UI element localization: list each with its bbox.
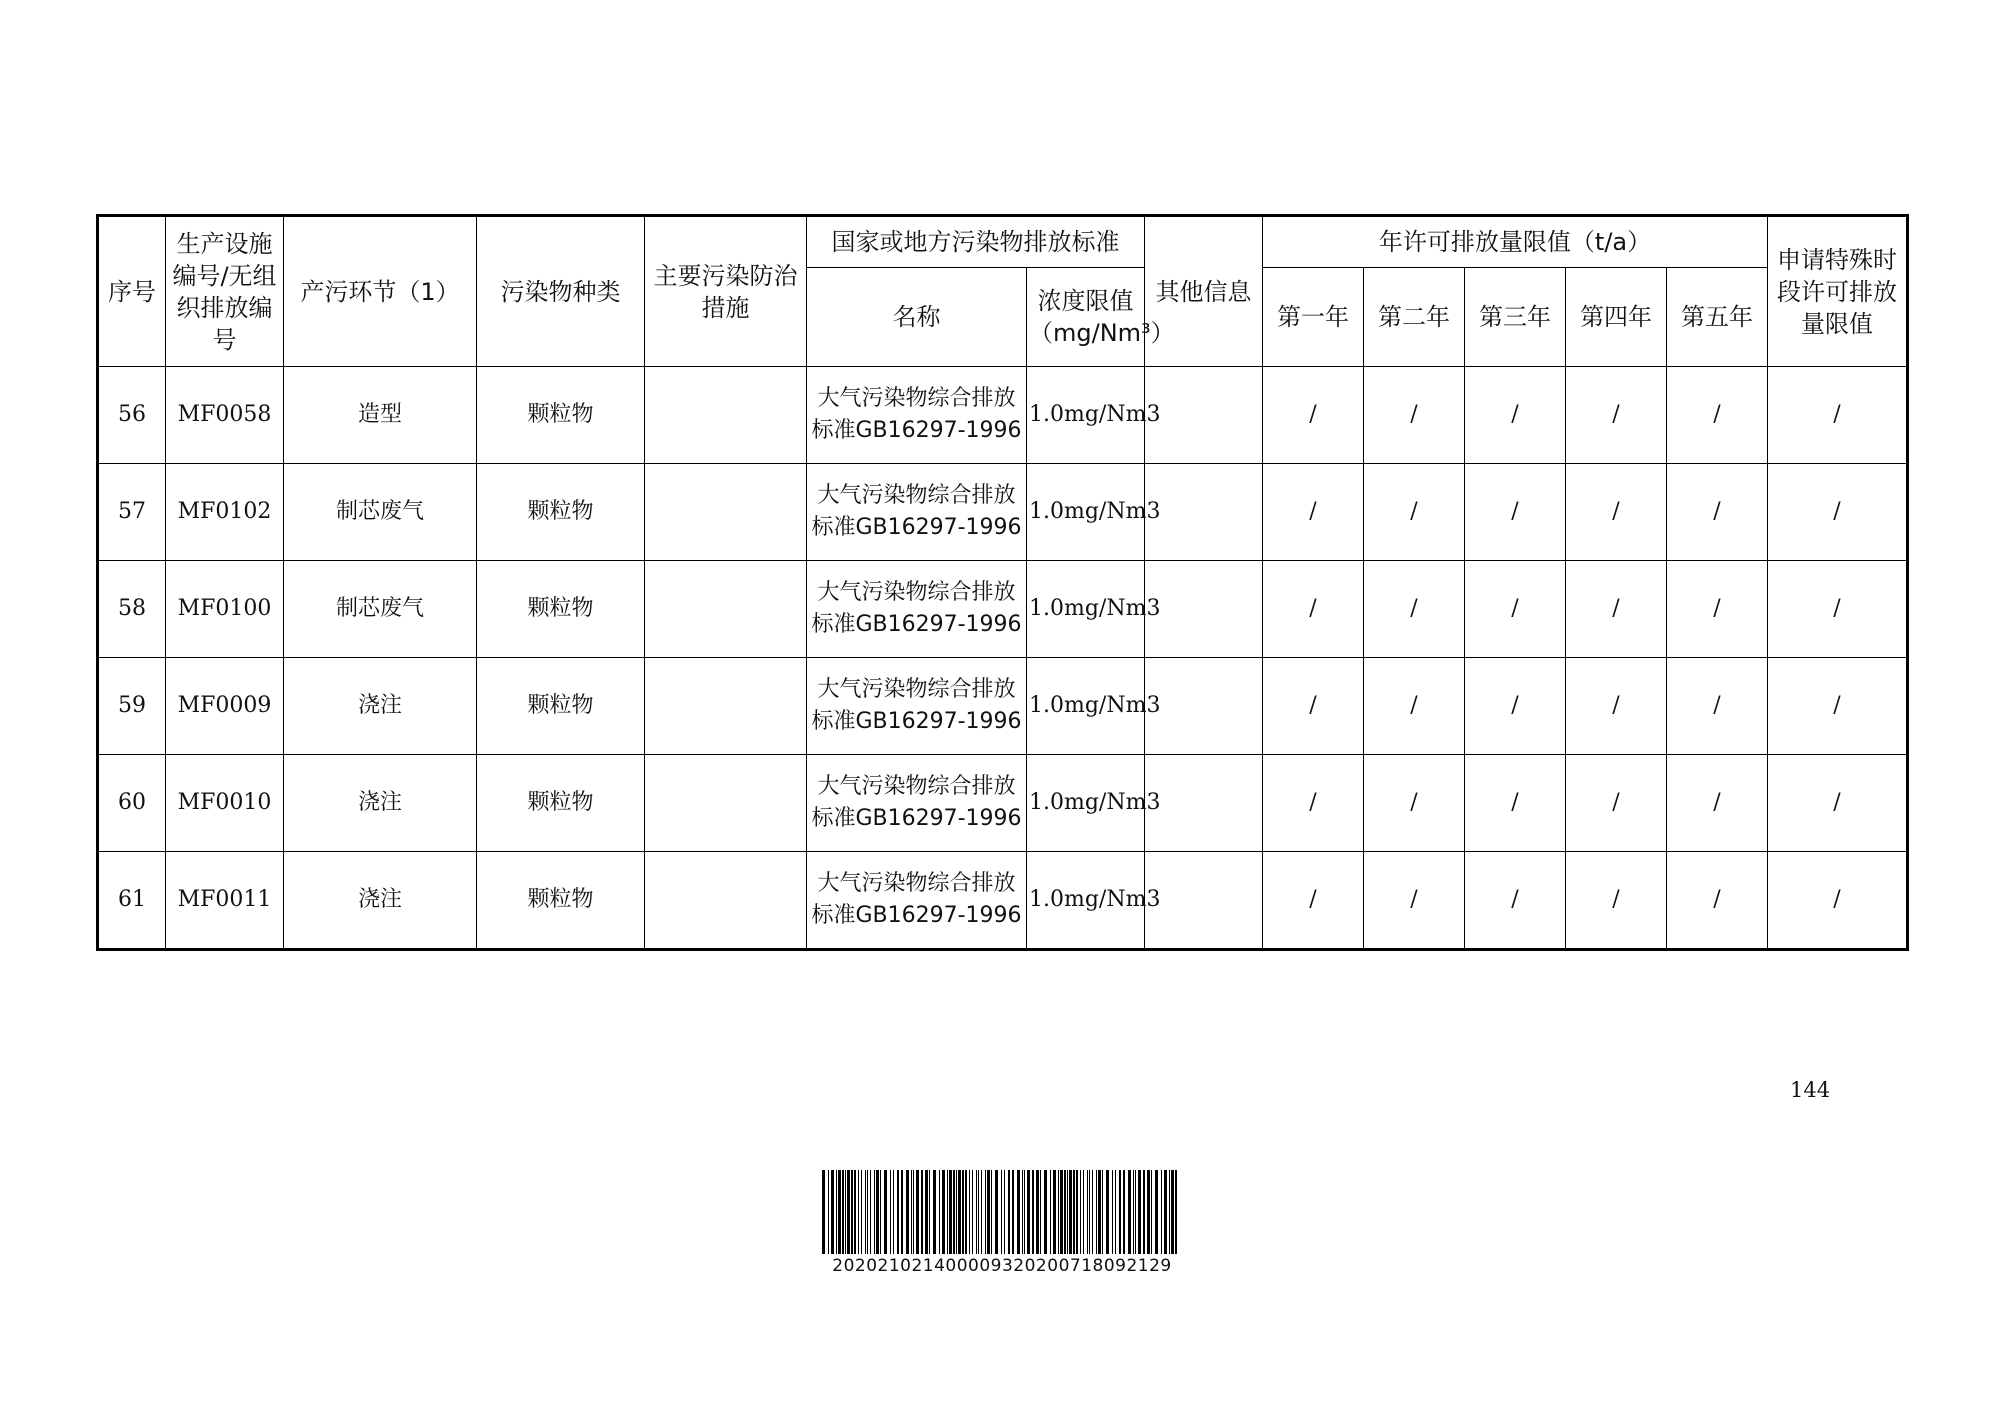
- cell-concentration-limit: 1.0mg/Nm3: [1027, 755, 1145, 852]
- header-year-4: 第四年: [1566, 268, 1667, 367]
- header-annual-limit-group: 年许可排放量限值（t/a）: [1263, 216, 1768, 268]
- cell-other-info: [1145, 852, 1263, 950]
- cell-pollutant: 颗粒物: [477, 852, 645, 950]
- cell-special-limit: /: [1768, 755, 1908, 852]
- header-process: 产污环节（1）: [284, 216, 477, 367]
- barcode-number: 20202102140000932020071809212​9: [832, 1256, 1172, 1276]
- cell-process: 浇注: [284, 658, 477, 755]
- header-special-period-limit: 申请特殊时段许可排放量限值: [1768, 216, 1908, 367]
- cell-special-limit: /: [1768, 658, 1908, 755]
- emission-permit-table: [96, 214, 1909, 951]
- cell-year-5: /: [1667, 464, 1768, 561]
- cell-year-5: /: [1667, 561, 1768, 658]
- cell-facility-id: MF0100: [166, 561, 284, 658]
- cell-year-1: /: [1263, 852, 1364, 950]
- header-other-info: 其他信息: [1145, 216, 1263, 367]
- cell-process: 浇注: [284, 755, 477, 852]
- cell-standard-name: 大气污染物综合排放标准GB16297-1996: [807, 561, 1027, 658]
- cell-year-4: /: [1566, 367, 1667, 464]
- cell-special-limit: /: [1768, 464, 1908, 561]
- cell-year-2: /: [1364, 755, 1465, 852]
- cell-seq: 59: [98, 658, 166, 755]
- cell-facility-id: MF0102: [166, 464, 284, 561]
- cell-seq: 56: [98, 367, 166, 464]
- cell-pollutant: 颗粒物: [477, 561, 645, 658]
- cell-seq: 60: [98, 755, 166, 852]
- header-year-1: 第一年: [1263, 268, 1364, 367]
- cell-year-3: /: [1465, 367, 1566, 464]
- cell-year-2: /: [1364, 367, 1465, 464]
- cell-process: 制芯废气: [284, 464, 477, 561]
- cell-year-4: /: [1566, 852, 1667, 950]
- header-year-5: 第五年: [1667, 268, 1768, 367]
- table-row: [98, 367, 1908, 464]
- header-standard-group: 国家或地方污染物排放标准: [807, 216, 1145, 268]
- cell-seq: 58: [98, 561, 166, 658]
- cell-other-info: [1145, 367, 1263, 464]
- cell-year-3: /: [1465, 755, 1566, 852]
- cell-year-2: /: [1364, 658, 1465, 755]
- cell-year-1: /: [1263, 561, 1364, 658]
- cell-pollutant: 颗粒物: [477, 658, 645, 755]
- cell-facility-id: MF0011: [166, 852, 284, 950]
- cell-year-3: /: [1465, 464, 1566, 561]
- cell-control-measures: [645, 755, 807, 852]
- cell-process: 制芯废气: [284, 561, 477, 658]
- cell-year-3: /: [1465, 658, 1566, 755]
- cell-process: 浇注: [284, 852, 477, 950]
- cell-standard-name: 大气污染物综合排放标准GB16297-1996: [807, 755, 1027, 852]
- cell-process: 造型: [284, 367, 477, 464]
- cell-standard-name: 大气污染物综合排放标准GB16297-1996: [807, 367, 1027, 464]
- cell-pollutant: 颗粒物: [477, 367, 645, 464]
- cell-year-1: /: [1263, 464, 1364, 561]
- table-row: [98, 464, 1908, 561]
- cell-concentration-limit: 1.0mg/Nm3: [1027, 464, 1145, 561]
- cell-pollutant: 颗粒物: [477, 755, 645, 852]
- cell-seq: 61: [98, 852, 166, 950]
- cell-concentration-limit: 1.0mg/Nm3: [1027, 561, 1145, 658]
- cell-year-4: /: [1566, 658, 1667, 755]
- header-concentration-limit: 浓度限值（mg/Nm³）: [1027, 268, 1145, 367]
- cell-year-4: /: [1566, 464, 1667, 561]
- cell-standard-name: 大气污染物综合排放标准GB16297-1996: [807, 658, 1027, 755]
- cell-facility-id: MF0010: [166, 755, 284, 852]
- table-row: [98, 852, 1908, 950]
- cell-other-info: [1145, 755, 1263, 852]
- cell-year-1: /: [1263, 367, 1364, 464]
- table-row: [98, 755, 1908, 852]
- header-seq: 序号: [98, 216, 166, 367]
- cell-year-2: /: [1364, 561, 1465, 658]
- cell-special-limit: /: [1768, 367, 1908, 464]
- cell-concentration-limit: 1.0mg/Nm3: [1027, 852, 1145, 950]
- header-pollutant: 污染物种类: [477, 216, 645, 367]
- cell-seq: 57: [98, 464, 166, 561]
- cell-year-5: /: [1667, 658, 1768, 755]
- cell-year-1: /: [1263, 755, 1364, 852]
- cell-control-measures: [645, 658, 807, 755]
- cell-control-measures: [645, 367, 807, 464]
- cell-year-4: /: [1566, 755, 1667, 852]
- cell-control-measures: [645, 561, 807, 658]
- cell-other-info: [1145, 561, 1263, 658]
- cell-year-5: /: [1667, 852, 1768, 950]
- table-row: [98, 658, 1908, 755]
- cell-standard-name: 大气污染物综合排放标准GB16297-1996: [807, 464, 1027, 561]
- cell-other-info: [1145, 464, 1263, 561]
- cell-special-limit: /: [1768, 852, 1908, 950]
- header-year-3: 第三年: [1465, 268, 1566, 367]
- header-year-2: 第二年: [1364, 268, 1465, 367]
- cell-concentration-limit: 1.0mg/Nm3: [1027, 658, 1145, 755]
- cell-year-2: /: [1364, 464, 1465, 561]
- cell-year-4: /: [1566, 561, 1667, 658]
- cell-year-3: /: [1465, 852, 1566, 950]
- page-number: 144: [1790, 1078, 1831, 1102]
- cell-facility-id: MF0058: [166, 367, 284, 464]
- cell-year-3: /: [1465, 561, 1566, 658]
- cell-special-limit: /: [1768, 561, 1908, 658]
- cell-concentration-limit: 1.0mg/Nm3: [1027, 367, 1145, 464]
- cell-control-measures: [645, 464, 807, 561]
- header-control-measures: 主要污染防治措施: [645, 216, 807, 367]
- cell-year-1: /: [1263, 658, 1364, 755]
- barcode-image: [820, 1170, 1182, 1254]
- cell-year-5: /: [1667, 367, 1768, 464]
- header-facility-id: 生产设施编号/无组织排放编号: [166, 216, 284, 367]
- cell-standard-name: 大气污染物综合排放标准GB16297-1996: [807, 852, 1027, 950]
- cell-year-5: /: [1667, 755, 1768, 852]
- cell-year-2: /: [1364, 852, 1465, 950]
- cell-facility-id: MF0009: [166, 658, 284, 755]
- cell-other-info: [1145, 658, 1263, 755]
- header-standard-name: 名称: [807, 268, 1027, 367]
- cell-control-measures: [645, 852, 807, 950]
- cell-pollutant: 颗粒物: [477, 464, 645, 561]
- table-row: [98, 561, 1908, 658]
